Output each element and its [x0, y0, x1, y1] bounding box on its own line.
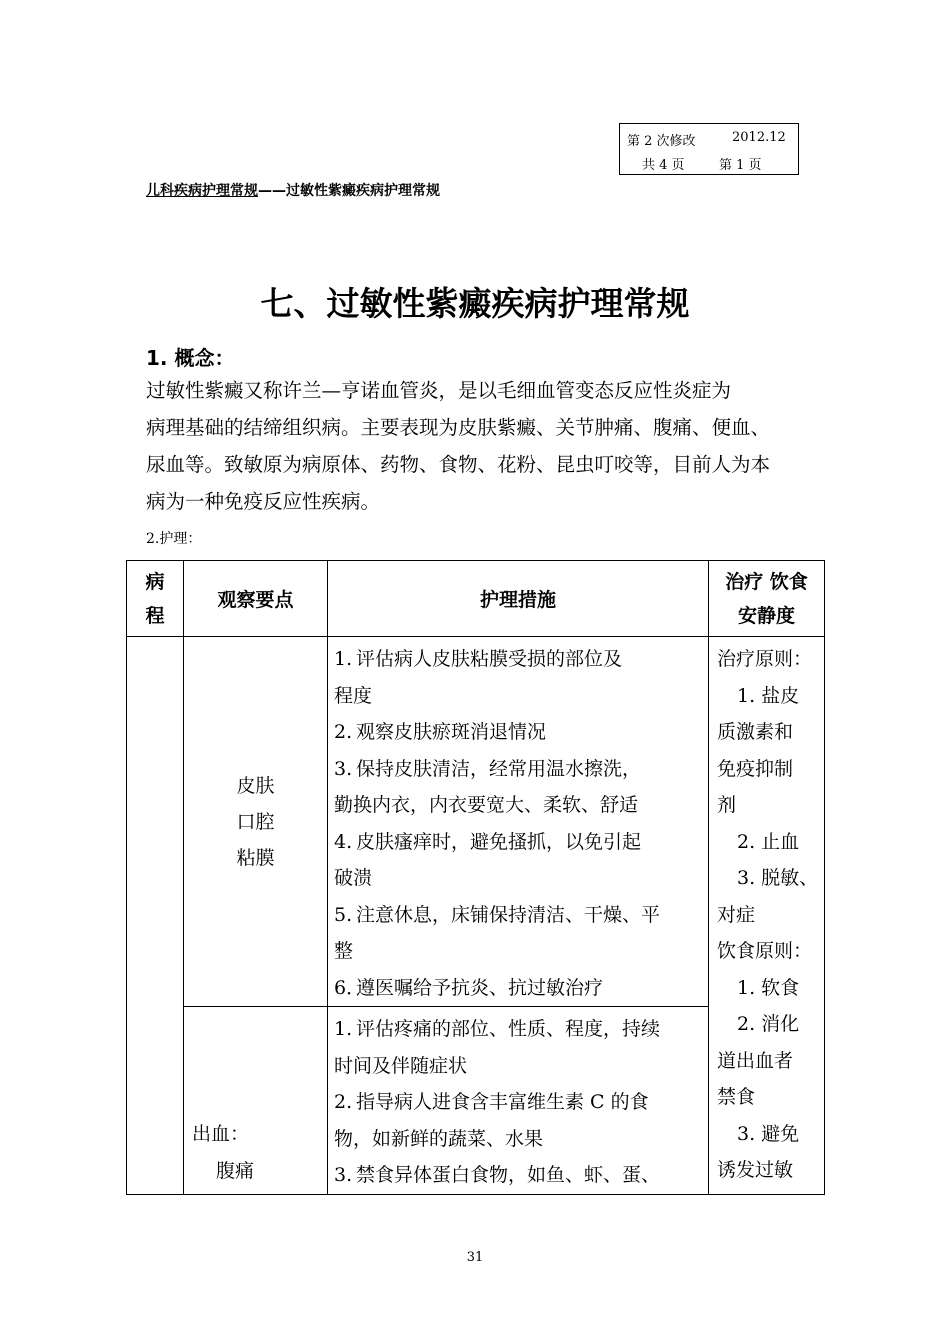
side-line: 3. 脱敏、 [737, 867, 819, 889]
page-number: 31 [466, 1250, 484, 1265]
table-row [127, 637, 825, 1007]
measures-cell [328, 637, 709, 1007]
measure-item [334, 1157, 704, 1194]
side-line: 禁食 [717, 1086, 756, 1108]
current-page: 第 1 页 [719, 158, 762, 173]
item-number: 2. [334, 1091, 353, 1113]
observe-text: 粘膜 [236, 846, 275, 869]
observe-text: 皮肤 [236, 774, 275, 797]
observe-text: 出血： [192, 1122, 250, 1145]
side-line: 道出血者 [717, 1049, 794, 1072]
total-pages: 共 4 页 [642, 158, 685, 173]
measure-item [334, 751, 704, 788]
item-number: 6． [334, 976, 366, 999]
item-text-cont: 时间及伴随症状 [334, 1054, 468, 1077]
observe-text: 口腔 [236, 810, 275, 833]
side-line: 2. 消化 [737, 1013, 800, 1035]
side-line: 质激素和 [717, 721, 794, 743]
header-side [709, 561, 825, 637]
section-2-heading: 2.护理： [146, 531, 202, 547]
revision-count: 第 2 次修改 [627, 134, 696, 149]
measure-item [334, 641, 704, 678]
item-number: 2. [334, 721, 353, 743]
treatment-diet-cell [709, 637, 825, 1195]
side-line: 3. 避免 [737, 1122, 800, 1145]
item-number: 1. [334, 648, 353, 670]
paragraph-line: 尿血等。致敏原为病原体、药物、食物、花粉、昆虫叮咬等，目前人为本 [146, 453, 771, 476]
item-text-cont: 勤换内衣，内衣要宽大、柔软、舒适 [334, 794, 639, 816]
table-header-row [127, 561, 825, 637]
item-text-cont: 物，如新鲜的蔬菜、水果 [334, 1127, 544, 1150]
item-text-cont: 整 [334, 940, 354, 962]
item-text-cont: 破溃 [334, 867, 373, 889]
header-course-line: 程 [145, 604, 165, 627]
document-header [146, 180, 440, 200]
measure-item [334, 1084, 704, 1121]
side-line: 免疫抑制 [717, 757, 794, 780]
header-category: 儿科疾病护理常规 [146, 183, 258, 199]
side-line: 2. 止血 [737, 830, 800, 853]
measure-item [334, 714, 704, 751]
item-text: 指导病人进食含丰富维生素 C 的食 [356, 1091, 649, 1113]
nursing-table [126, 560, 825, 1195]
side-line: 1. 软食 [737, 976, 800, 999]
side-line: 饮食原则： [717, 940, 813, 962]
item-text: 评估疼痛的部位、性质、程度，持续 [356, 1018, 661, 1040]
observe-cell-skin [184, 637, 328, 1007]
item-number: 4. [334, 830, 353, 853]
side-line: 剂 [717, 794, 737, 816]
header-separator: —— [258, 183, 286, 199]
item-text: 遵医嘱给予抗炎、抗过敏治疗 [356, 976, 604, 999]
item-text: 观察皮肤瘀斑消退情况 [356, 721, 547, 743]
side-line: 1. 盐皮 [737, 684, 800, 707]
header-measures: 护理措施 [328, 561, 709, 637]
header-topic: 过敏性紫癜疾病护理常规 [286, 183, 440, 199]
header-course [127, 561, 184, 637]
item-text: 皮肤瘙痒时，避免搔抓，以免引起 [356, 830, 642, 853]
item-text: 评估病人皮肤粘膜受损的部位及 [356, 648, 623, 670]
item-number: 5. [334, 903, 353, 926]
measure-item [334, 897, 704, 934]
side-line: 对症 [717, 903, 756, 926]
observe-text: 腹痛 [216, 1159, 255, 1182]
paragraph-line: 病理基础的结缔组织病。主要表现为皮肤紫癜、关节肿痛、腹痛、便血、 [146, 416, 771, 439]
item-text: 注意休息，床铺保持清洁、干燥、平 [356, 903, 661, 926]
header-side-line: 治疗 饮食 [725, 570, 808, 593]
page-title: 七、过敏性紫癜疾病护理常规 [260, 284, 690, 323]
concept-paragraph [146, 372, 836, 520]
header-observe: 观察要点 [184, 561, 328, 637]
header-side-line: 安静度 [737, 604, 795, 627]
item-number: 1. [334, 1018, 353, 1040]
paragraph-line: 病为一种免疫反应性疾病。 [146, 490, 381, 513]
measure-item [334, 824, 704, 861]
side-line: 治疗原则： [717, 648, 813, 670]
item-number: 3. [334, 1164, 353, 1186]
header-course-line: 病 [145, 570, 165, 593]
item-text: 禁食异体蛋白食物，如鱼、虾、蛋、 [356, 1164, 661, 1186]
measures-cell [328, 1007, 709, 1195]
side-line: 诱发过敏 [717, 1159, 794, 1181]
item-text-cont: 程度 [334, 684, 373, 707]
item-number: 3. [334, 757, 353, 780]
item-text: 保持皮肤清洁，经常用温水擦洗， [356, 757, 642, 780]
revision-box [619, 123, 799, 175]
revision-date: 2012.12 [732, 130, 786, 145]
paragraph-line: 过敏性紫癜又称许兰—亨诺血管炎，是以毛细血管变态反应性炎症为 [146, 379, 732, 402]
measure-item [334, 1011, 704, 1048]
section-1-heading: 1. 概念： [146, 346, 235, 370]
measure-item [334, 970, 704, 1007]
course-cell [127, 637, 184, 1195]
observe-cell-bleeding [184, 1007, 328, 1195]
